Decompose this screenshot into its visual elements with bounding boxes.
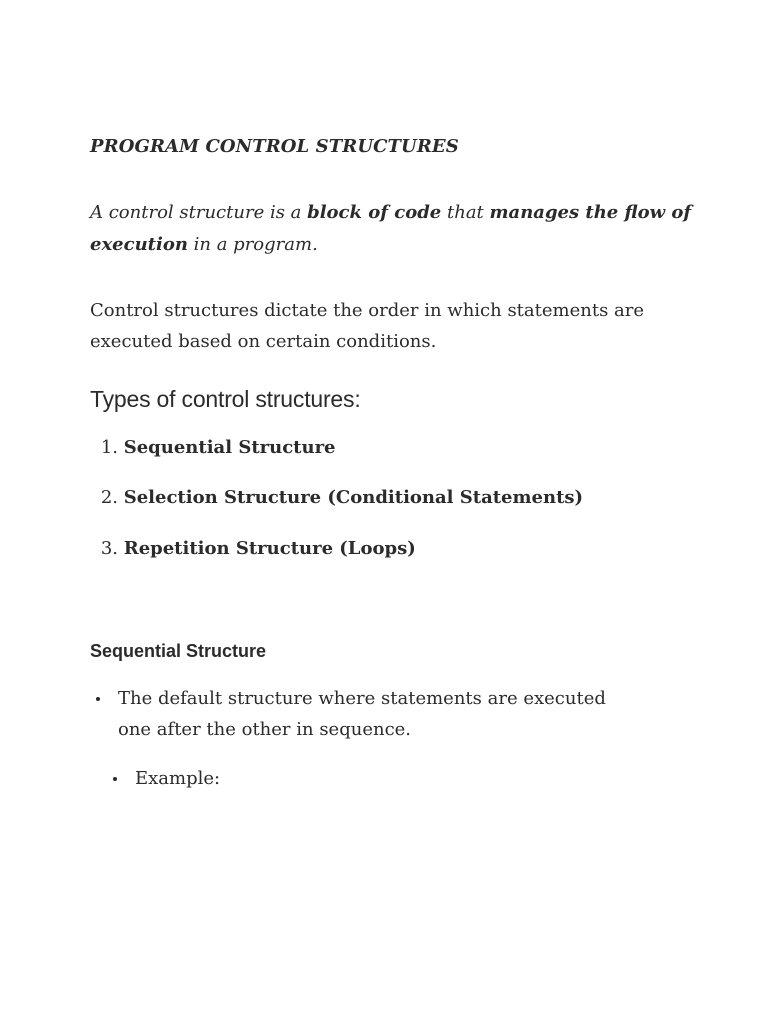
sub-bullet-item [135, 763, 535, 794]
types-list-item [90, 436, 336, 460]
sub-bullet-text: Example: [135, 768, 221, 789]
bullet-text: The default structure where statements are executed one after the other in sequence. [118, 688, 606, 740]
intro-text-1: A control structure is a [90, 202, 308, 223]
list-item-number: 3. [100, 538, 118, 559]
bullet-item [118, 683, 638, 745]
body-paragraph: Control structures dictate the order in which statements are executed based on certain conditions. [90, 300, 645, 352]
types-list-item [90, 486, 583, 510]
intro-bold-1: block of code [307, 202, 442, 223]
types-list-item [90, 537, 416, 561]
types-heading: Types of control structures: [90, 386, 361, 412]
section-heading: Sequential Structure [90, 641, 267, 661]
intro-text-3: in a program. [187, 234, 318, 255]
document-title: PROGRAM CONTROL STRUCTURES [90, 136, 459, 157]
intro-paragraph [90, 197, 710, 261]
bullet-dot-icon [96, 697, 100, 701]
intro-text-2: that [441, 202, 490, 223]
list-item-label: Sequential Structure [123, 437, 336, 458]
list-item-number: 2. [100, 487, 118, 508]
bullet-dot-icon [113, 777, 117, 781]
list-item-label: Repetition Structure (Loops) [123, 538, 416, 559]
list-item-label: Selection Structure (Conditional Statements) [123, 487, 584, 508]
list-item-number: 1. [100, 437, 118, 458]
intro-bold-2: manages the flow of execution [90, 202, 692, 255]
